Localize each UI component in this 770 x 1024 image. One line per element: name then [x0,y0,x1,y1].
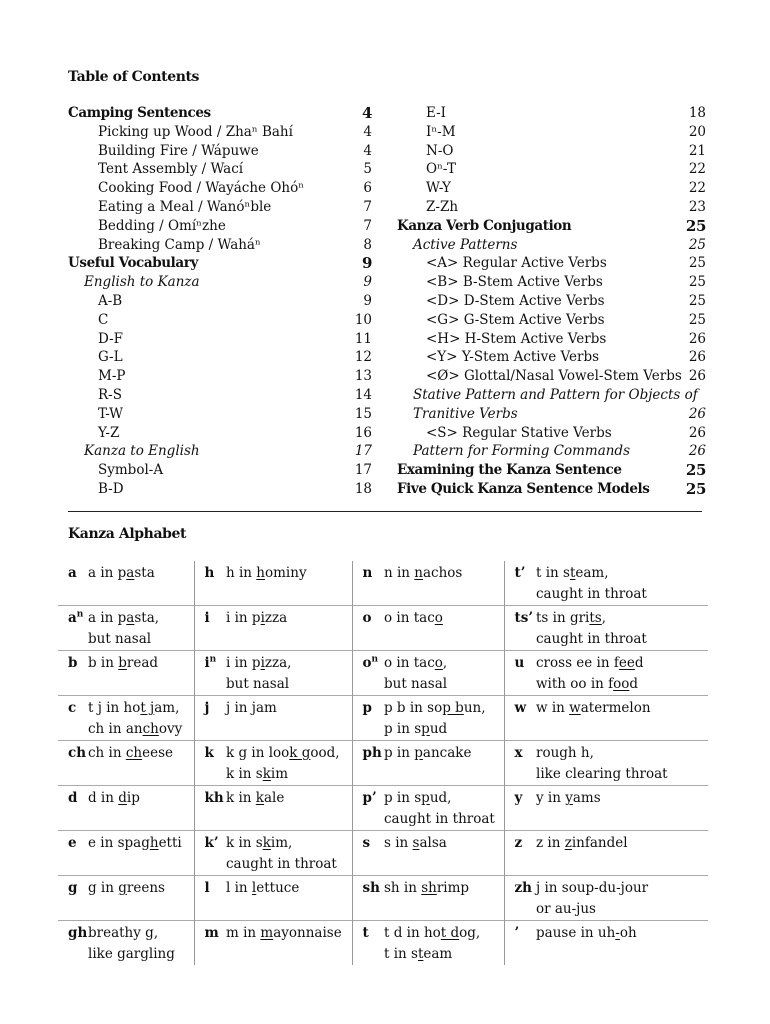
toc-entry-label: Z-Zh [426,199,459,215]
pronunciation-line: o in taco [384,610,443,626]
toc-entry-page: 6 [363,180,372,197]
pronunciation-line: d in dip [88,790,140,806]
pronunciation-line: t j in hot jam, [88,700,180,716]
alphabet-letter: n [362,565,373,581]
section-divider [68,511,702,512]
toc-entry-label: <H> H-Stem Active Verbs [426,330,607,347]
alphabet-letter: y [514,790,523,806]
pronunciation-line: p b in sop bun, [384,700,486,716]
toc-entry-label: <A> Regular Active Verbs [426,255,607,272]
pronunciation-line: rough h, [536,745,594,761]
toc-entry-label: Active Patterns [413,236,518,253]
alphabet-letter: kh [204,790,224,806]
pronunciation-line: n in nachos [384,565,463,581]
toc-entry-page: 14 [354,387,372,403]
toc-entry-label: English to Kanza [84,274,200,291]
toc-entry-page: 26 [688,368,706,385]
pronunciation-line: i in pizza [226,610,288,626]
toc-entry-label: <Ø> Glottal/Nasal Vowel-Stem Verbs [426,368,682,385]
table-row [58,561,708,606]
pronunciation-line: e in spaghetti [88,835,182,851]
alphabet-pronunciation [534,561,708,606]
alphabet-letter: p [362,700,372,716]
alphabet-pronunciation [224,921,352,966]
alphabet-pronunciation [86,606,194,651]
pronunciation-line: j in soup-du-jour [536,880,649,896]
pronunciation-line: a in pasta [88,565,155,581]
pronunciation-line: t in steam [384,946,453,962]
table-row [58,921,708,966]
alphabet-pronunciation [382,831,504,876]
toc-entry-page: 25 [685,480,706,498]
alphabet-pronunciation [382,921,504,966]
alphabet-pronunciation [534,786,708,831]
alphabet-pronunciation [534,651,708,696]
pronunciation-line: caught in throat [384,811,495,827]
alphabet-letter: u [514,655,525,671]
table-row [58,651,708,696]
alphabet-letter: a [68,565,77,581]
pronunciation-line: o in taco, [384,655,448,671]
alphabet-letter: k [204,745,214,761]
pronunciation-line: but nasal [88,631,152,647]
alphabet-pronunciation [382,606,504,651]
toc-entry-label: T-W [98,405,123,422]
pronunciation-line: caught in throat [536,586,647,602]
alphabet-letter: ’ [514,925,520,941]
toc-entry-label: M-P [98,368,126,385]
toc-entry-page: 20 [688,123,706,140]
alphabet-pronunciation [534,606,708,651]
toc-entry-page: 25 [688,293,706,309]
table-row [58,606,708,651]
alphabet-pronunciation [86,786,194,831]
toc-entry-page: 25 [685,461,706,480]
alphabet-letter: g [68,880,78,896]
alphabet-letter: m [204,925,219,941]
pronunciation-line: w in watermelon [536,700,651,716]
pronunciation-line: k in skim [226,766,289,782]
toc-entry-label: G-L [98,349,123,366]
toc-entry-page: 9 [361,254,372,273]
alphabet-pronunciation [86,696,194,741]
toc-entry-label: Tent Assembly / Wací [98,161,244,178]
alphabet-letter: w [514,700,527,716]
alphabet-pronunciation [86,831,194,876]
toc-entry-page: 15 [354,405,372,422]
toc-entry-page: 25 [688,236,706,253]
alphabet-pronunciation [382,876,504,921]
toc-entry-label: Tranitive Verbs [413,405,518,422]
toc-entry-label: Pattern for Forming Commands [413,443,631,460]
pronunciation-line: breathy g, [88,925,159,941]
toc-entry-page: 16 [354,424,372,441]
alphabet-pronunciation [534,921,708,966]
toc-entry-page: 26 [688,330,706,347]
pronunciation-line: p in spud [384,721,448,737]
toc-entry-page: 9 [363,274,372,291]
toc-entry-page: 25 [688,274,706,291]
pronunciation-line: l in lettuce [226,880,300,896]
alphabet-letter: h [204,565,215,581]
pronunciation-line: with oo in food [536,676,639,692]
toc-entry-page: 22 [688,180,706,197]
toc-entry-label: W-Y [426,180,451,197]
alphabet-letter: t [362,925,369,941]
alphabet-letter: e [68,835,77,851]
pronunciation-line: cross ee in feed [536,655,644,671]
alphabet-letter: z [514,835,523,851]
alphabet-pronunciation [534,741,708,786]
pronunciation-line: ts in grits, [536,610,607,626]
pronunciation-line: like gargling [88,946,175,962]
alphabet-letter: s [362,835,371,851]
alphabet-letter: o [362,610,372,626]
alphabet-pronunciation [382,561,504,606]
toc-entry-page: 22 [688,161,706,178]
pronunciation-line: a in pasta, [88,610,160,626]
pronunciation-line: but nasal [384,676,448,692]
alphabet-pronunciation [382,651,504,696]
toc-entry-label: <G> G-Stem Active Verbs [426,311,605,328]
toc-entry-page: 25 [685,216,706,235]
pronunciation-line: t d in hot dog, [384,925,481,941]
alphabet-letter: gh [68,925,88,941]
alphabet-pronunciation [224,696,352,741]
alphabet-pronunciation [86,876,194,921]
toc-entry-page: 26 [688,443,706,460]
toc-entry-page: 10 [354,311,372,328]
toc-entry-page: 17 [354,462,372,479]
alphabet-letter: i [204,610,210,626]
alphabet-letter: t’ [514,565,526,581]
toc-entry-label: Cooking Food / Wayáche Ohóⁿ [98,180,305,197]
toc-entry-label: Symbol-A [98,462,164,479]
alphabet-pronunciation [534,876,708,921]
toc-entry-page: 13 [354,368,372,385]
toc-entry-page: 26 [688,349,706,366]
toc-entry-page: 18 [688,105,706,121]
pronunciation-line: g in greens [88,880,165,896]
toc-entry-label: Camping Sentences [68,105,211,121]
toc-entry-label: <D> D-Stem Active Verbs [426,293,605,309]
toc-entry-page: 25 [688,311,706,328]
pronunciation-line: sh in shrimp [384,880,470,896]
toc-entry-page: 26 [688,424,706,441]
alphabet-pronunciation [382,741,504,786]
toc-entry-page: 18 [354,481,372,497]
toc-entry-page: 21 [688,142,706,159]
toc-entry-label: C [98,311,109,328]
alphabet-letter: sh [362,880,380,896]
pronunciation-line: k in skim, [226,835,293,851]
toc-entry-page: 26 [688,405,706,422]
toc-entry-label: Y-Z [98,424,120,441]
toc-entry-label: Useful Vocabulary [68,255,198,272]
table-row [58,786,708,831]
toc-entry-page: 17 [354,443,372,460]
pronunciation-line: like clearing throat [536,766,668,782]
pronunciation-line: k g in look good, [226,745,340,761]
toc-entry-page: 11 [354,330,372,347]
toc-entry-page: 4 [363,123,372,140]
alphabet-table [58,561,708,965]
alphabet-title: Kanza Alphabet [68,526,187,542]
alphabet-pronunciation [534,696,708,741]
pronunciation-line: ch in cheese [88,745,174,761]
toc-entry-label: Oⁿ-T [426,161,456,178]
pronunciation-line: b in bread [88,655,159,671]
alphabet-pronunciation [224,561,352,606]
alphabet-letter: $i^n$ [204,654,217,671]
pronunciation-line: z in zinfandel [536,835,628,851]
toc-entry-label: Stative Pattern and Pattern for Objects of [413,387,698,403]
toc-entry-page: 4 [363,142,372,159]
pronunciation-line: k in kale [226,790,285,806]
pronunciation-line: or au-jus [536,901,596,917]
table-row [58,696,708,741]
toc-entry-page: 7 [363,199,372,215]
pronunciation-line: caught in throat [226,856,337,872]
toc-entry-page: 9 [363,293,372,309]
alphabet-pronunciation [224,651,352,696]
alphabet-letter: ts’ [514,610,534,626]
toc-entry-page: 25 [688,255,706,272]
alphabet-letter: b [68,655,78,671]
alphabet-letter: x [514,745,523,761]
toc-entry-label: Iⁿ-M [426,123,456,140]
alphabet-pronunciation [86,741,194,786]
toc-entry-label: R-S [98,387,122,403]
toc-entry-label: Five Quick Kanza Sentence Models [397,481,650,497]
pronunciation-line: m in mayonnaise [226,925,342,941]
alphabet-letter: k’ [204,835,219,851]
alphabet-letter: p’ [362,790,377,806]
pronunciation-line: ch in anchovy [88,721,183,737]
alphabet-pronunciation [224,876,352,921]
toc-entry-label: A-B [98,293,123,309]
pronunciation-line: t in steam, [536,565,609,581]
alphabet-letter: ph [362,745,382,761]
alphabet-letter: l [204,880,210,896]
alphabet-pronunciation [382,786,504,831]
alphabet-letter: zh [514,880,532,896]
pronunciation-line: p in spud, [384,790,452,806]
table-row [58,741,708,786]
pronunciation-line: caught in throat [536,631,647,647]
pronunciation-line: j in jam [226,700,277,716]
toc-entry-page: 8 [363,236,372,253]
toc-entry-label: B-D [98,481,124,497]
table-row [58,831,708,876]
pronunciation-line: s in salsa [384,835,447,851]
alphabet-pronunciation [224,741,352,786]
pronunciation-line: i in pizza, [226,655,292,671]
alphabet-pronunciation [534,831,708,876]
pronunciation-line: h in hominy [226,565,307,581]
alphabet-pronunciation [86,651,194,696]
alphabet-pronunciation [224,606,352,651]
toc-entry-page: 4 [361,104,372,122]
toc-title: Table of Contents [68,69,200,85]
toc-entry-label: Eating a Meal / Wanóⁿble [98,199,272,215]
toc-entry-label: Bedding / Omíⁿzhe [98,217,226,234]
toc-entry-label: Picking up Wood / Zhaⁿ Bahí [98,123,293,140]
alphabet-pronunciation [224,786,352,831]
alphabet-letter: j [204,700,210,716]
pronunciation-line: p in pancake [384,745,472,761]
toc-entry-label: <B> B-Stem Active Verbs [426,274,603,291]
toc-entry-page: 7 [363,217,372,234]
alphabet-pronunciation [86,921,194,966]
toc-entry-label: N-O [426,142,454,159]
toc-entry-label: D-F [98,330,124,347]
toc-entry-label: <Y> Y-Stem Active Verbs [426,349,600,366]
toc-entry-label: Kanza to English [84,443,200,460]
table-row [58,876,708,921]
toc-entry-page: 12 [354,349,372,366]
toc-entry-label: Building Fire / Wápuwe [98,142,259,159]
toc-entry-label: Kanza Verb Conjugation [397,217,572,234]
pronunciation-line: but nasal [226,676,290,692]
alphabet-letter: c [68,700,77,716]
toc-entry-label: <S> Regular Stative Verbs [426,424,612,441]
toc-entry-label: Examining the Kanza Sentence [397,462,622,479]
alphabet-letter: $a^n$ [68,609,84,626]
alphabet-pronunciation [382,696,504,741]
alphabet-letter: d [68,790,78,806]
alphabet-pronunciation [86,561,194,606]
toc-entry-page: 23 [688,199,706,215]
toc-entry-label: Breaking Camp / Waháⁿ [98,236,261,253]
toc-entry-page: 5 [363,161,372,178]
pronunciation-line: y in yams [536,790,601,806]
toc-entry-label: E-I [426,105,446,121]
alphabet-pronunciation [224,831,352,876]
pronunciation-line: pause in uh-oh [536,925,637,941]
alphabet-letter: ch [68,745,87,761]
alphabet-letter: $o^n$ [362,654,379,671]
